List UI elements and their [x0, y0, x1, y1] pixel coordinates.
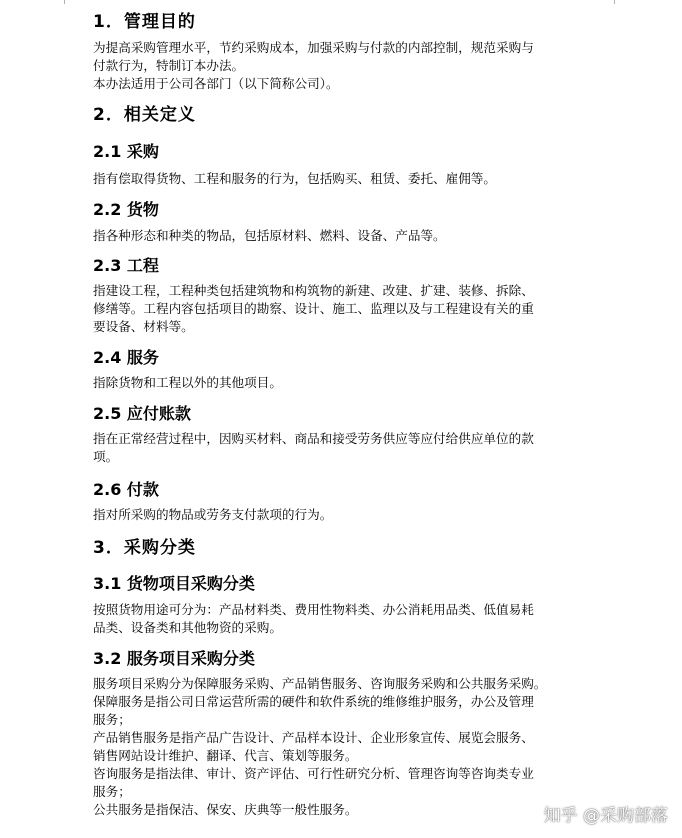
- section-heading: 1．管理目的: [93, 12, 196, 32]
- paragraph-line: 服务；: [93, 784, 131, 799]
- subsection-heading: 2.4 服务: [93, 348, 159, 367]
- paragraph: [93, 601, 534, 637]
- paragraph-line: 指除货物和工程以外的其他项目。: [93, 375, 282, 390]
- paragraph-line: 付款行为，特制订本办法。: [93, 58, 245, 73]
- paragraph: [93, 39, 534, 93]
- subsection-heading: 2.6 付款: [93, 480, 159, 499]
- subsection-heading: 2.1 采购: [93, 142, 159, 161]
- paragraph-line: 品类、设备类和其他物资的采购。: [93, 620, 282, 635]
- paragraph: [93, 170, 496, 188]
- subsection-heading: 2.3 工程: [93, 256, 159, 275]
- paragraph-line: 为提高采购管理水平，节约采购成本，加强采购与付款的内部控制，规范采购与: [93, 40, 534, 55]
- paragraph-line: 指对所采购的物品或劳务支付款项的行为。: [93, 507, 333, 522]
- paragraph-line: 咨询服务是指法律、审计、资产评估、可行性研究分析、管理咨询等咨询类专业: [93, 766, 534, 781]
- paragraph-line: 指有偿取得货物、工程和服务的行为，包括购买、租赁、委托、雇佣等。: [93, 171, 496, 186]
- paragraph-line: 指各种形态和种类的物品，包括原材料、燃料、设备、产品等。: [93, 228, 446, 243]
- paragraph-line: 按照货物用途可分为：产品材料类、费用性物料类、办公消耗用品类、低值易耗: [93, 602, 534, 617]
- paragraph-line: 指建设工程，工程种类包括建筑物和构筑物的新建、改建、扩建、装修、拆除、: [93, 283, 534, 298]
- paragraph-line: 公共服务是指保洁、保安、庆典等一般性服务。: [93, 802, 358, 817]
- paragraph: [93, 675, 546, 819]
- subsection-heading: 2.2 货物: [93, 200, 159, 219]
- paragraph-line: 指在正常经营过程中，因购买材料、商品和接受劳务供应等应付给供应单位的款: [93, 431, 534, 446]
- paragraph-line: 销售网站设计维护、翻译、代言、策划等服务。: [93, 748, 358, 763]
- paragraph-line: 服务项目采购分为保障服务采购、产品销售服务、咨询服务采购和公共服务采购。: [93, 676, 547, 691]
- paragraph-line: 保障服务是指公司日常运营所需的硬件和软件系统的维修维护服务，办公及管理: [93, 694, 534, 709]
- paragraph-line: 要设备、材料等。: [93, 319, 194, 334]
- paragraph-line: 项。: [93, 449, 119, 464]
- zhihu-watermark: 知乎 @采购部落: [543, 806, 668, 826]
- subsection-heading: 2.5 应付账款: [93, 404, 191, 423]
- paragraph: [93, 227, 446, 245]
- paragraph: [93, 430, 534, 466]
- section-heading: 3．采购分类: [93, 538, 196, 558]
- paragraph-line: 服务；: [93, 712, 131, 727]
- paragraph-line: 产品销售服务是指产品广告设计、产品样本设计、企业形象宣传、展览会服务、: [93, 730, 534, 745]
- paragraph: [93, 506, 332, 524]
- page-margin-mark-right: [614, 0, 615, 4]
- section-heading: 2．相关定义: [93, 105, 196, 125]
- paragraph: [93, 282, 534, 336]
- subsection-heading: 3.2 服务项目采购分类: [93, 649, 255, 668]
- paragraph-line: 修缮等。工程内容包括项目的勘察、设计、施工、监理以及与工程建设有关的重: [93, 301, 534, 316]
- paragraph-line: 本办法适用于公司各部门（以下简称公司）。: [93, 76, 339, 91]
- subsection-heading: 3.1 货物项目采购分类: [93, 574, 255, 593]
- paragraph: [93, 374, 282, 392]
- page-margin-mark-left: [64, 0, 65, 4]
